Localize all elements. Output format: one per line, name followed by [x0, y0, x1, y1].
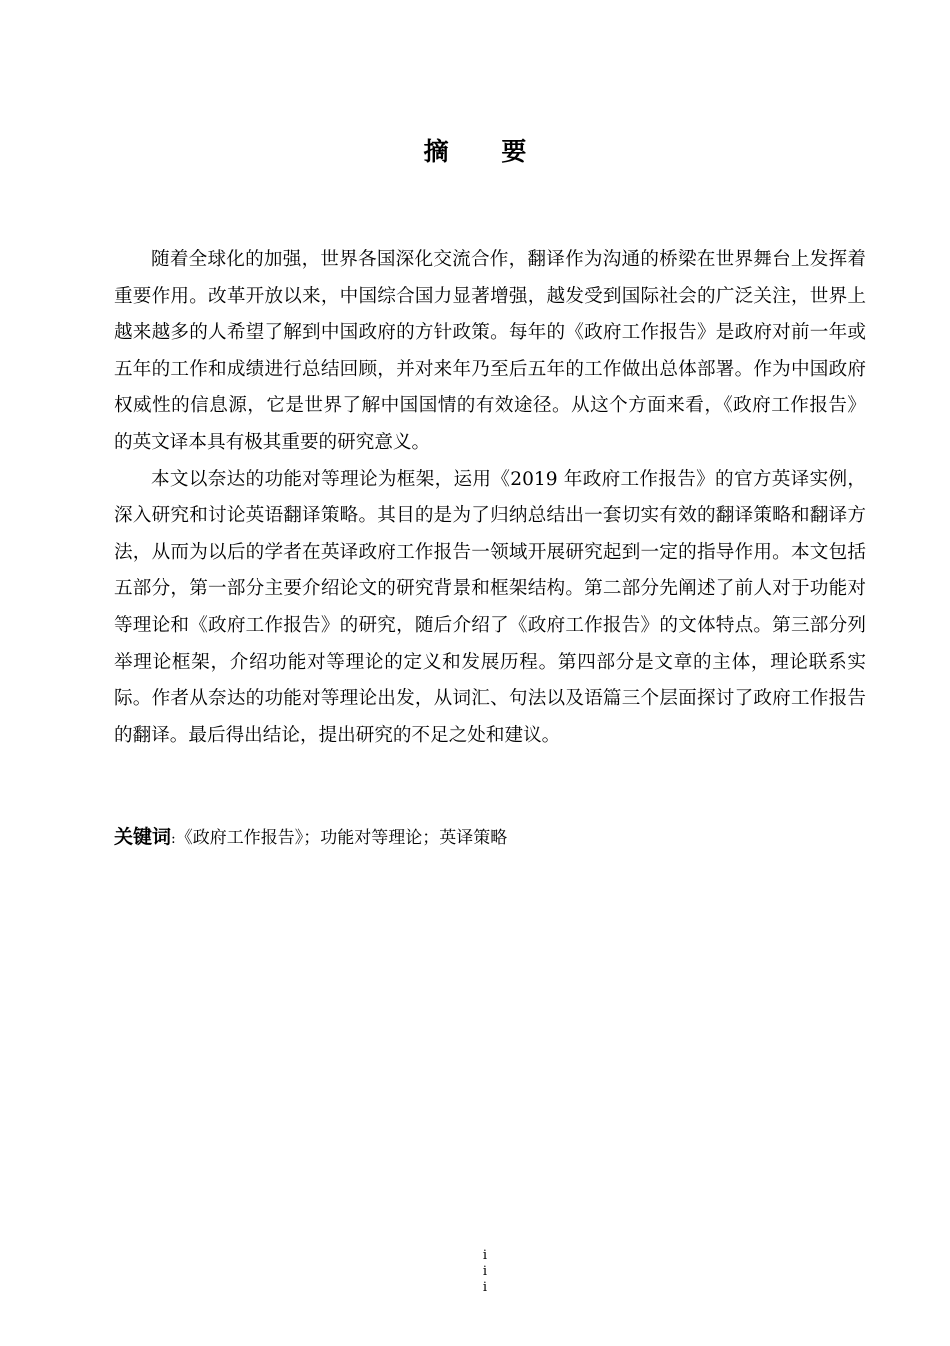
keywords-label: 关键词 [114, 826, 172, 848]
abstract-title: 摘 要 [423, 137, 549, 166]
abstract-paragraph-2: 本文以奈达的功能对等理论为框架，运用《2019 年政府工作报告》的官方英译实例，深入研究和讨论英语翻译策略。其目的是为了归纳总结出一套切实有效的翻译策略和翻译方法，从而为以后的学者在英译政府工作报告一领域开展研究起到一定的指导作用。本文包括五部分，第一部分主要介绍论文的研究背景和框架结构。第二部分先阐述了前人对于功能对等理论和《政府工作报告》的研究，随后介绍了《政府工作报告》的文体特点。第三部分列举理论框架，介绍功能对等理论的定义和发展历程。第四部分是文章的主体，理论联系实际。作者从奈达的功能对等理论出发，从词汇、句法以及语篇三个层面探讨了政府工作报告的翻译。最后得出结论，提出研究的不足之处和建议。 [114, 468, 866, 746]
keywords-colon: : [171, 831, 176, 847]
page-number-char: i [482, 1264, 488, 1279]
page-number-char: i [482, 1280, 488, 1295]
page-number-char: i [482, 1248, 488, 1263]
abstract-body [114, 242, 866, 754]
keywords-text: 《政府工作报告》；功能对等理论；英译策略 [175, 828, 508, 848]
page-number [470, 1248, 500, 1296]
keywords-line [114, 823, 866, 853]
abstract-paragraph-1: 随着全球化的加强，世界各国深化交流合作，翻译作为沟通的桥梁在世界舞台上发挥着重要作用。改革开放以来，中国综合国力显著增强，越发受到国际社会的广泛关注，世界上越来越多的人希望了解到中国政府的方针政策。每年的《政府工作报告》是政府对前一年或五年的工作和成绩进行总结回顾，并对来年乃至后五年的工作做出总体部署。作为中国政府权威性的信息源，它是世界了解中国国情的有效途径。从这个方面来看，《政府工作报告》的英文译本具有极其重要的研究意义。 [114, 249, 866, 453]
